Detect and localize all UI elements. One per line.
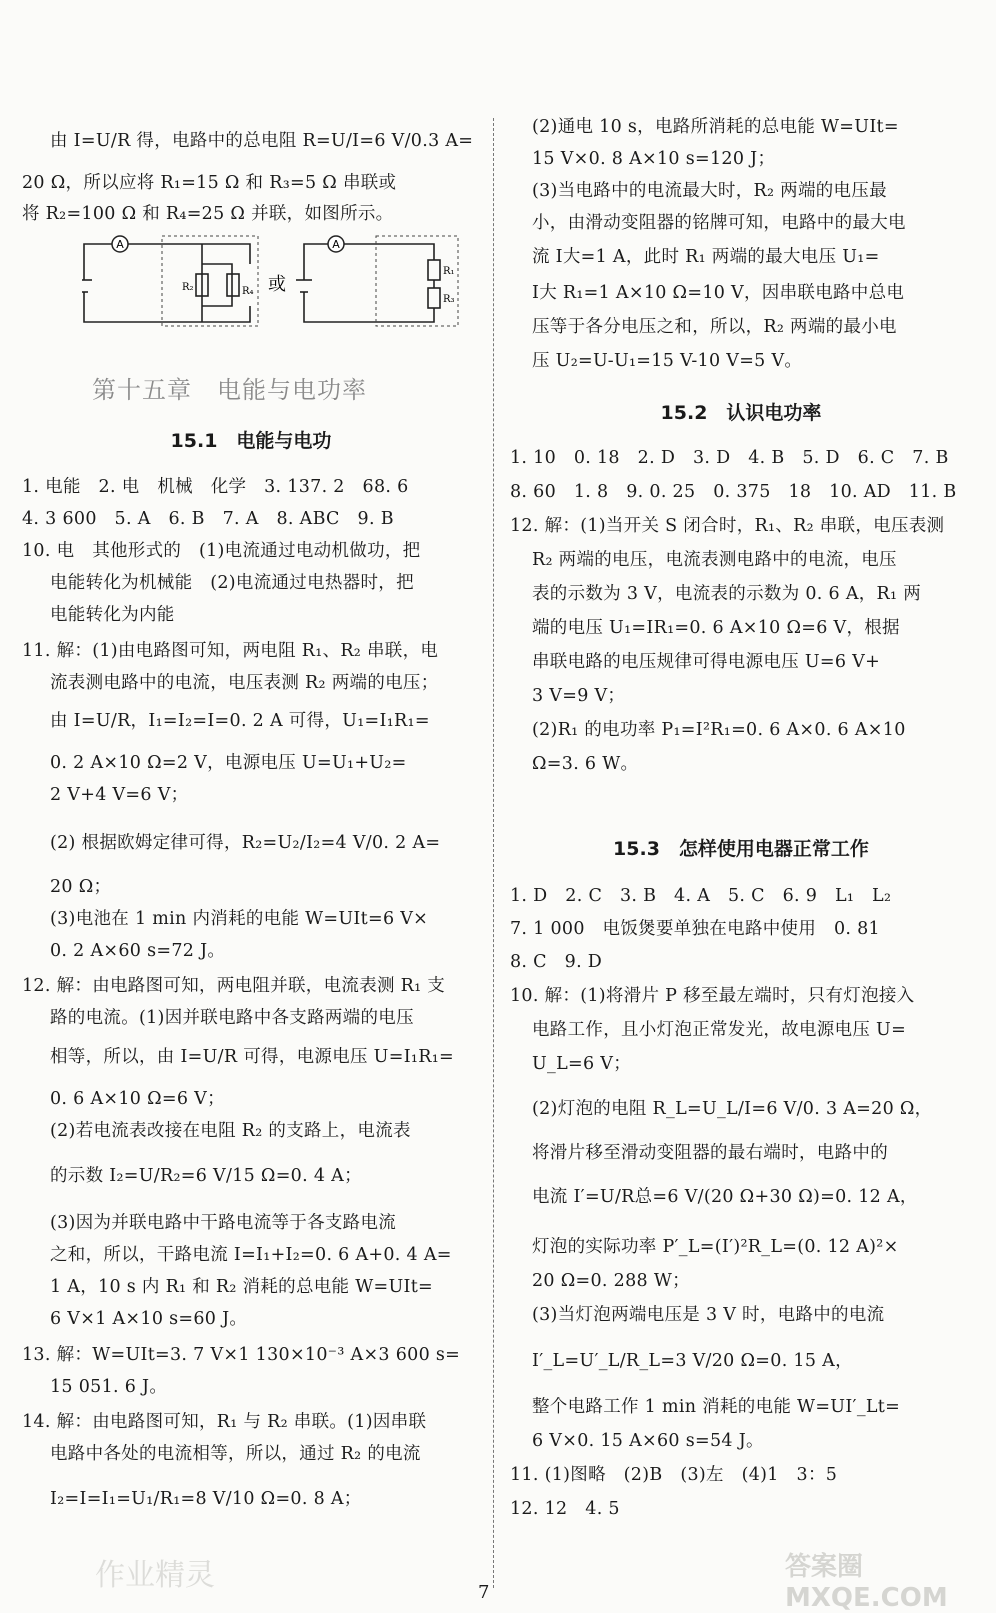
right-text-line: I大 R₁=1 A×10 Ω=10 V，因串联电路中总电: [532, 283, 905, 303]
left-text-line: 由 I=U/R，I₁=I₂=I=0. 2 A 可得，U₁=I₁R₁=: [50, 711, 430, 731]
right-text-line: 电流 I′=U/R总=6 V/(20 Ω+30 Ω)=0. 12 A，: [532, 1187, 918, 1207]
left-text-line: 4. 3 600 5. A 6. B 7. A 8. ABC 9. B: [22, 509, 394, 529]
left-text-line: I₂=I=I₁=U₁/R₁=8 V/10 Ω=0. 8 A；: [50, 1489, 362, 1509]
right-text-line: 1. D 2. C 3. B 4. A 5. C 6. 9 L₁ L₂: [510, 886, 892, 906]
right-text-line: 压等于各分电压之和，所以，R₂ 两端的最小电: [532, 317, 897, 337]
left-text-line: 13. 解：W=UIt=3. 7 V×1 130×10⁻³ A×3 600 s=: [22, 1345, 461, 1365]
right-text-line: (2)灯泡的电阻 R_L=U_L/I=6 V/0. 3 A=20 Ω，: [532, 1099, 933, 1119]
left-text-line: 14. 解：由电路图可知，R₁ 与 R₂ 串联。(1)因串联: [22, 1412, 427, 1432]
r3-label: R₃: [443, 294, 455, 305]
right-text-line: 12. 12 4. 5: [510, 1499, 620, 1519]
right-text-line: 整个电路工作 1 min 消耗的电能 W=UI′_Lt=: [532, 1397, 901, 1417]
left-text-line: 流表测电路中的电流，电压表测 R₂ 两端的电压；: [50, 673, 439, 693]
r4-label: R₄: [242, 286, 254, 297]
left-text-line: 电能转化为机械能 (2)电流通过电热器时，把: [50, 573, 414, 593]
right-text-line: 20 Ω=0. 288 W；: [532, 1271, 690, 1291]
right-text-line: (3)当灯泡两端电压是 3 V 时，电路中的电流: [532, 1305, 885, 1325]
r1-label: R₁: [443, 266, 455, 277]
right-text-line: 12. 解：(1)当开关 S 闭合时，R₁、R₂ 串联，电压表测: [510, 516, 945, 536]
left-text-line: 电能转化为内能: [50, 605, 175, 625]
right-text-line: I′_L=U′_L/R_L=3 V/20 Ω=0. 15 A，: [532, 1351, 853, 1371]
right-text-line: 流 I大=1 A，此时 R₁ 两端的最大电压 U₁=: [532, 247, 880, 267]
column-divider: [493, 118, 494, 1588]
left-text-line: 电路中各处的电流相等，所以，通过 R₂ 的电流: [50, 1444, 421, 1464]
r2-label: R₂: [182, 282, 194, 293]
right-text-line: 10. 解：(1)将滑片 P 移至最左端时，只有灯泡接入: [510, 986, 915, 1006]
right-text-line: 小，由滑动变阻器的铭牌可知，电路中的最大电: [532, 213, 906, 233]
right-text-line: (2)通电 10 s，电路所消耗的总电能 W=UIt=: [532, 117, 899, 137]
right-text-line: (3)当电路中的电流最大时，R₂ 两端的电压最: [532, 181, 887, 201]
left-text-line: 的示数 I₂=U/R₂=6 V/15 Ω=0. 4 A；: [50, 1166, 362, 1186]
left-text-line: 将 R₂=100 Ω 和 R₄=25 Ω 并联，如图所示。: [22, 204, 394, 224]
right-text-line: 表的示数为 3 V，电流表的示数为 0. 6 A，R₁ 两: [532, 584, 922, 604]
right-text-line: 7. 1 000 电饭煲要单独在电路中使用 0. 81: [510, 919, 880, 939]
left-text-line: 相等，所以，由 I=U/R 可得，电源电压 U=I₁R₁=: [50, 1047, 454, 1067]
right-text-line: 将滑片移至滑动变阻器的最右端时，电路中的: [532, 1143, 888, 1163]
left-text-line: 11. 解：(1)由电路图可知，两电阻 R₁、R₂ 串联，电: [22, 641, 439, 661]
left-text-line: 路的电流。(1)因并联电路中各支路两端的电压: [50, 1008, 414, 1028]
left-text-line: 10. 电 其他形式的 (1)电流通过电动机做功，把: [22, 541, 421, 561]
left-text-line: (3)因为并联电路中干路电流等于各支路电流: [50, 1213, 397, 1233]
right-text-line: 8. C 9. D: [510, 952, 603, 972]
watermark-right: 答案圈 MXQE.COM: [785, 1552, 948, 1613]
right-text-line: (2)R₁ 的电功率 P₁=I²R₁=0. 6 A×0. 6 A×10: [532, 720, 906, 740]
left-text-line: 之和，所以，干路电流 I=I₁+I₂=0. 6 A+0. 4 A=: [50, 1245, 452, 1265]
right-text-line: 8. 60 1. 8 9. 0. 25 0. 375 18 10. AD 11. B: [510, 482, 957, 502]
right-text-line: Ω=3. 6 W。: [532, 754, 639, 774]
left-text-line: 2 V+4 V=6 V；: [50, 785, 189, 805]
left-text-line: 6 V×1 A×10 s=60 J。: [50, 1309, 248, 1329]
circuit-figure: [82, 232, 462, 328]
right-text-line: 灯泡的实际功率 P′_L=(I′)²R_L=(0. 12 A)²×: [532, 1237, 899, 1257]
left-text-line: 0. 2 A×60 s=72 J。: [50, 941, 226, 961]
left-text-line: 15 051. 6 J。: [50, 1377, 168, 1397]
section-title-15-3: 15.3 怎样使用电器正常工作: [613, 838, 869, 860]
section-title-15-1: 15.1 电能与电功: [170, 430, 332, 452]
left-text-line: (2) 根据欧姆定律可得，R₂=U₂/I₂=4 V/0. 2 A=: [50, 833, 441, 853]
right-text-line: 3 V=9 V；: [532, 686, 626, 706]
ammeter-label-2: A: [332, 238, 340, 251]
right-text-line: U_L=6 V；: [532, 1054, 632, 1074]
left-text-line: 20 Ω，所以应将 R₁=15 Ω 和 R₃=5 Ω 串联或: [22, 173, 397, 193]
right-text-line: R₂ 两端的电压，电流表测电路中的电流，电压: [532, 550, 897, 570]
left-text-line: 0. 2 A×10 Ω=2 V，电源电压 U=U₁+U₂=: [50, 753, 407, 773]
or-label: 或: [268, 274, 286, 295]
section-title-15-2: 15.2 认识电功率: [660, 402, 822, 424]
left-text-line: (3)电池在 1 min 内消耗的电能 W=UIt=6 V×: [50, 909, 429, 929]
right-text-line: 串联电路的电压规律可得电源电压 U=6 V+: [532, 652, 881, 672]
left-text-line: 20 Ω；: [50, 877, 112, 897]
watermark-left: 作业精灵: [95, 1558, 215, 1593]
ammeter-label: A: [116, 238, 124, 251]
page-number: 7: [478, 1582, 490, 1603]
left-text-line: 0. 6 A×10 Ω=6 V；: [50, 1089, 225, 1109]
left-text-line: 1 A，10 s 内 R₁ 和 R₂ 消耗的总电能 W=UIt=: [50, 1277, 434, 1297]
right-text-line: 6 V×0. 15 A×60 s=54 J。: [532, 1431, 764, 1451]
left-text-line: (2)若电流表改接在电阻 R₂ 的支路上，电流表: [50, 1121, 411, 1141]
right-text-line: 电路工作，且小灯泡正常发光，故电源电压 U=: [532, 1020, 907, 1040]
right-text-line: 15 V×0. 8 A×10 s=120 J；: [532, 149, 776, 169]
right-text-line: 端的电压 U₁=IR₁=0. 6 A×10 Ω=6 V，根据: [532, 618, 900, 638]
left-text-line: 1. 电能 2. 电 机械 化学 3. 137. 2 68. 6: [22, 477, 409, 497]
circuit-diagrams: [82, 232, 462, 333]
right-text-line: 11. (1)图略 (2)B (3)左 (4)1 3：5: [510, 1465, 838, 1485]
left-text-line: 12. 解：由电路图可知，两电阻并联，电流表测 R₁ 支: [22, 976, 446, 996]
left-text-line: 由 I=U/R 得，电路中的总电阻 R=U/I=6 V/0.3 A=: [50, 131, 474, 151]
right-text-line: 1. 10 0. 18 2. D 3. D 4. B 5. D 6. C 7. B: [510, 448, 949, 468]
chapter-title: 第十五章 电能与电功率: [92, 376, 367, 404]
right-text-line: 压 U₂=U-U₁=15 V-10 V=5 V。: [532, 351, 803, 371]
